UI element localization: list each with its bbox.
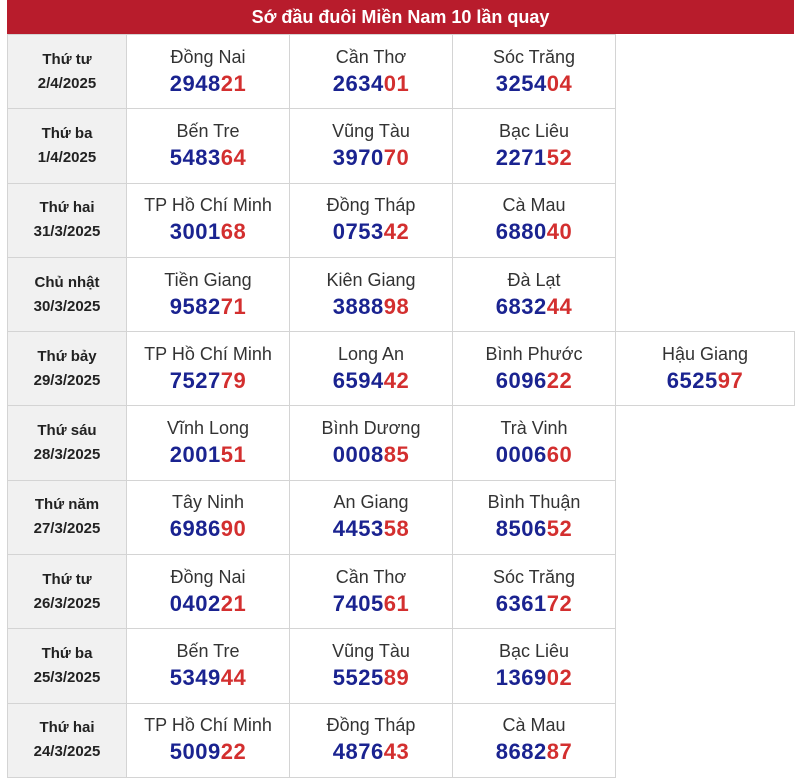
number-head-digits: 5525 xyxy=(332,665,384,691)
province-name: Long An xyxy=(337,343,405,364)
province-name: Đà Lạt xyxy=(507,269,561,290)
weekday-label: Thứ sáu xyxy=(37,422,97,440)
province-name: Đồng Nai xyxy=(170,566,246,587)
draw-date-cell xyxy=(8,629,127,703)
province-result-cell xyxy=(127,406,290,480)
province-result-cell xyxy=(127,183,290,257)
number-tail-digits: 85 xyxy=(383,442,410,468)
weekday-label: Thứ hai xyxy=(39,719,95,737)
province-name: Bình Phước xyxy=(485,343,583,364)
province-result-cell xyxy=(616,332,795,406)
weekday-label: Thứ bảy xyxy=(37,347,97,365)
lottery-number xyxy=(127,292,289,322)
lottery-number xyxy=(290,440,452,470)
province-name: Tây Ninh xyxy=(171,492,245,513)
lottery-number xyxy=(127,663,289,693)
lottery-number xyxy=(127,69,289,99)
number-tail-digits: 79 xyxy=(220,367,247,393)
lottery-number xyxy=(290,69,452,99)
date-label: 25/3/2025 xyxy=(33,669,101,687)
number-head-digits: 6525 xyxy=(666,367,718,393)
number-tail-digits: 21 xyxy=(220,70,247,96)
table-row xyxy=(8,332,795,406)
draw-date-cell xyxy=(8,480,127,554)
lottery-number xyxy=(127,366,289,396)
number-tail-digits: 44 xyxy=(546,293,573,319)
draw-date-cell xyxy=(8,555,127,629)
date-label: 31/3/2025 xyxy=(33,223,101,241)
lottery-number xyxy=(453,663,615,693)
number-tail-digits: 89 xyxy=(383,665,410,691)
number-head-digits: 3001 xyxy=(169,219,221,245)
lottery-number xyxy=(290,143,452,173)
date-label: 29/3/2025 xyxy=(33,371,101,389)
lottery-number xyxy=(290,217,452,247)
empty-cell xyxy=(616,555,795,629)
draw-date-cell xyxy=(8,257,127,331)
number-tail-digits: 68 xyxy=(220,219,247,245)
province-name: Cà Mau xyxy=(502,715,566,736)
number-tail-digits: 90 xyxy=(220,516,247,542)
province-result-cell xyxy=(127,703,290,777)
lottery-number xyxy=(290,589,452,619)
number-tail-digits: 58 xyxy=(383,516,410,542)
province-name: Vĩnh Long xyxy=(166,418,250,439)
date-label: 28/3/2025 xyxy=(33,446,101,464)
number-tail-digits: 02 xyxy=(546,665,573,691)
lottery-number xyxy=(453,366,615,396)
number-head-digits: 6361 xyxy=(495,590,547,616)
province-result-cell xyxy=(290,629,453,703)
lottery-number xyxy=(127,143,289,173)
province-result-cell xyxy=(290,332,453,406)
number-tail-digits: 64 xyxy=(220,144,247,170)
number-tail-digits: 43 xyxy=(383,739,410,765)
number-head-digits: 0753 xyxy=(332,219,384,245)
province-name: TP Hồ Chí Minh xyxy=(144,715,272,736)
province-result-cell xyxy=(453,35,616,109)
province-result-cell xyxy=(453,257,616,331)
province-result-cell xyxy=(453,555,616,629)
empty-cell xyxy=(616,703,795,777)
province-result-cell xyxy=(290,183,453,257)
lottery-number xyxy=(290,737,452,767)
province-result-cell xyxy=(127,480,290,554)
empty-cell xyxy=(616,480,795,554)
weekday-label: Thứ ba xyxy=(41,124,93,142)
weekday-label: Thứ năm xyxy=(34,496,100,514)
number-tail-digits: 01 xyxy=(383,70,410,96)
lottery-number xyxy=(127,737,289,767)
number-tail-digits: 04 xyxy=(546,70,573,96)
province-name: Cần Thơ xyxy=(335,46,407,67)
number-head-digits: 4453 xyxy=(332,516,384,542)
province-result-cell xyxy=(290,406,453,480)
weekday-label: Thứ tư xyxy=(42,570,92,588)
province-name: Vũng Tàu xyxy=(332,120,410,141)
province-name: Sóc Trăng xyxy=(492,566,576,587)
table-row xyxy=(8,703,795,777)
number-head-digits: 8682 xyxy=(495,739,547,765)
date-label: 1/4/2025 xyxy=(37,148,97,166)
lottery-number xyxy=(453,292,615,322)
province-result-cell xyxy=(453,332,616,406)
results-table xyxy=(7,34,795,778)
number-head-digits: 2001 xyxy=(169,442,221,468)
results-table-body xyxy=(8,35,795,778)
province-result-cell xyxy=(127,257,290,331)
number-tail-digits: 70 xyxy=(383,144,410,170)
lottery-number xyxy=(127,514,289,544)
weekday-label: Thứ ba xyxy=(41,645,93,663)
number-tail-digits: 72 xyxy=(546,590,573,616)
lottery-number xyxy=(127,440,289,470)
province-result-cell xyxy=(290,257,453,331)
table-row xyxy=(8,406,795,480)
number-head-digits: 6594 xyxy=(332,367,384,393)
lottery-number xyxy=(453,217,615,247)
province-result-cell xyxy=(290,109,453,183)
province-name: Cần Thơ xyxy=(335,566,407,587)
number-tail-digits: 22 xyxy=(546,367,573,393)
province-result-cell xyxy=(290,555,453,629)
number-tail-digits: 42 xyxy=(383,367,410,393)
lottery-number xyxy=(290,514,452,544)
province-result-cell xyxy=(453,703,616,777)
table-row xyxy=(8,109,795,183)
province-result-cell xyxy=(453,480,616,554)
number-head-digits: 0006 xyxy=(495,442,547,468)
lottery-number xyxy=(453,440,615,470)
province-result-cell xyxy=(127,109,290,183)
number-head-digits: 6880 xyxy=(495,219,547,245)
province-name: Bến Tre xyxy=(176,641,240,662)
number-head-digits: 4876 xyxy=(332,739,384,765)
lottery-number xyxy=(453,514,615,544)
draw-date-cell xyxy=(8,183,127,257)
lottery-number xyxy=(290,663,452,693)
weekday-label: Chủ nhật xyxy=(34,273,100,291)
province-result-cell xyxy=(290,35,453,109)
lottery-number xyxy=(290,292,452,322)
province-result-cell xyxy=(290,480,453,554)
number-head-digits: 6986 xyxy=(169,516,221,542)
draw-date-cell xyxy=(8,406,127,480)
province-name: TP Hồ Chí Minh xyxy=(144,343,272,364)
number-tail-digits: 97 xyxy=(717,367,744,393)
lottery-results-panel xyxy=(7,0,794,778)
number-head-digits: 2634 xyxy=(332,70,384,96)
number-head-digits: 5009 xyxy=(169,739,221,765)
draw-date-cell xyxy=(8,109,127,183)
number-tail-digits: 87 xyxy=(546,739,573,765)
number-head-digits: 0402 xyxy=(169,590,221,616)
date-label: 30/3/2025 xyxy=(33,297,101,315)
province-name: An Giang xyxy=(333,492,409,513)
table-row xyxy=(8,257,795,331)
empty-cell xyxy=(616,629,795,703)
province-name: Tiền Giang xyxy=(164,269,252,290)
province-name: Bình Dương xyxy=(321,418,421,439)
lottery-number xyxy=(127,589,289,619)
number-tail-digits: 71 xyxy=(220,293,247,319)
date-label: 27/3/2025 xyxy=(33,520,101,538)
province-name: TP Hồ Chí Minh xyxy=(144,195,272,216)
empty-cell xyxy=(616,257,795,331)
number-head-digits: 3254 xyxy=(495,70,547,96)
number-head-digits: 5349 xyxy=(169,665,221,691)
lottery-number xyxy=(453,737,615,767)
province-name: Đồng Nai xyxy=(170,46,246,67)
number-head-digits: 6096 xyxy=(495,367,547,393)
province-result-cell xyxy=(127,629,290,703)
number-tail-digits: 51 xyxy=(220,442,247,468)
province-result-cell xyxy=(453,406,616,480)
empty-cell xyxy=(616,406,795,480)
province-name: Sóc Trăng xyxy=(492,46,576,67)
province-name: Trà Vinh xyxy=(500,418,568,439)
table-row xyxy=(8,555,795,629)
lottery-number xyxy=(290,366,452,396)
province-name: Đồng Tháp xyxy=(326,715,416,736)
table-row xyxy=(8,35,795,109)
table-row xyxy=(8,629,795,703)
number-tail-digits: 22 xyxy=(220,739,247,765)
date-label: 24/3/2025 xyxy=(33,743,101,761)
province-name: Bến Tre xyxy=(176,120,240,141)
number-head-digits: 0008 xyxy=(332,442,384,468)
province-result-cell xyxy=(453,629,616,703)
province-result-cell xyxy=(127,332,290,406)
page-title: Sớ đầu đuôi Miền Nam 10 lần quay xyxy=(7,0,794,34)
number-head-digits: 7527 xyxy=(169,367,221,393)
table-row xyxy=(8,480,795,554)
draw-date-cell xyxy=(8,35,127,109)
number-tail-digits: 61 xyxy=(383,590,410,616)
empty-cell xyxy=(616,183,795,257)
empty-cell xyxy=(616,35,795,109)
number-head-digits: 2271 xyxy=(495,144,547,170)
number-tail-digits: 42 xyxy=(383,219,410,245)
number-head-digits: 1369 xyxy=(495,665,547,691)
lottery-number xyxy=(453,589,615,619)
province-result-cell xyxy=(453,109,616,183)
province-result-cell xyxy=(127,555,290,629)
number-head-digits: 3970 xyxy=(332,144,384,170)
province-result-cell xyxy=(290,703,453,777)
province-result-cell xyxy=(453,183,616,257)
lottery-number xyxy=(127,217,289,247)
number-head-digits: 6832 xyxy=(495,293,547,319)
number-tail-digits: 98 xyxy=(383,293,410,319)
draw-date-cell xyxy=(8,332,127,406)
draw-date-cell xyxy=(8,703,127,777)
number-tail-digits: 52 xyxy=(546,144,573,170)
number-head-digits: 9582 xyxy=(169,293,221,319)
date-label: 26/3/2025 xyxy=(33,594,101,612)
province-result-cell xyxy=(127,35,290,109)
province-name: Vũng Tàu xyxy=(332,641,410,662)
number-tail-digits: 60 xyxy=(546,442,573,468)
province-name: Đồng Tháp xyxy=(326,195,416,216)
table-row xyxy=(8,183,795,257)
weekday-label: Thứ hai xyxy=(39,199,95,217)
province-name: Bạc Liêu xyxy=(498,120,570,141)
province-name: Cà Mau xyxy=(502,195,566,216)
number-head-digits: 8506 xyxy=(495,516,547,542)
lottery-number xyxy=(616,366,794,396)
number-tail-digits: 44 xyxy=(220,665,247,691)
province-name: Bình Thuận xyxy=(487,492,581,513)
province-name: Hậu Giang xyxy=(661,343,749,364)
number-head-digits: 2948 xyxy=(169,70,221,96)
province-name: Kiên Giang xyxy=(326,269,416,290)
weekday-label: Thứ tư xyxy=(42,50,92,68)
number-head-digits: 7405 xyxy=(332,590,384,616)
empty-cell xyxy=(616,109,795,183)
number-tail-digits: 52 xyxy=(546,516,573,542)
date-label: 2/4/2025 xyxy=(37,74,97,92)
number-tail-digits: 40 xyxy=(546,219,573,245)
lottery-number xyxy=(453,143,615,173)
number-tail-digits: 21 xyxy=(220,590,247,616)
lottery-number xyxy=(453,69,615,99)
province-name: Bạc Liêu xyxy=(498,641,570,662)
number-head-digits: 5483 xyxy=(169,144,221,170)
number-head-digits: 3888 xyxy=(332,293,384,319)
